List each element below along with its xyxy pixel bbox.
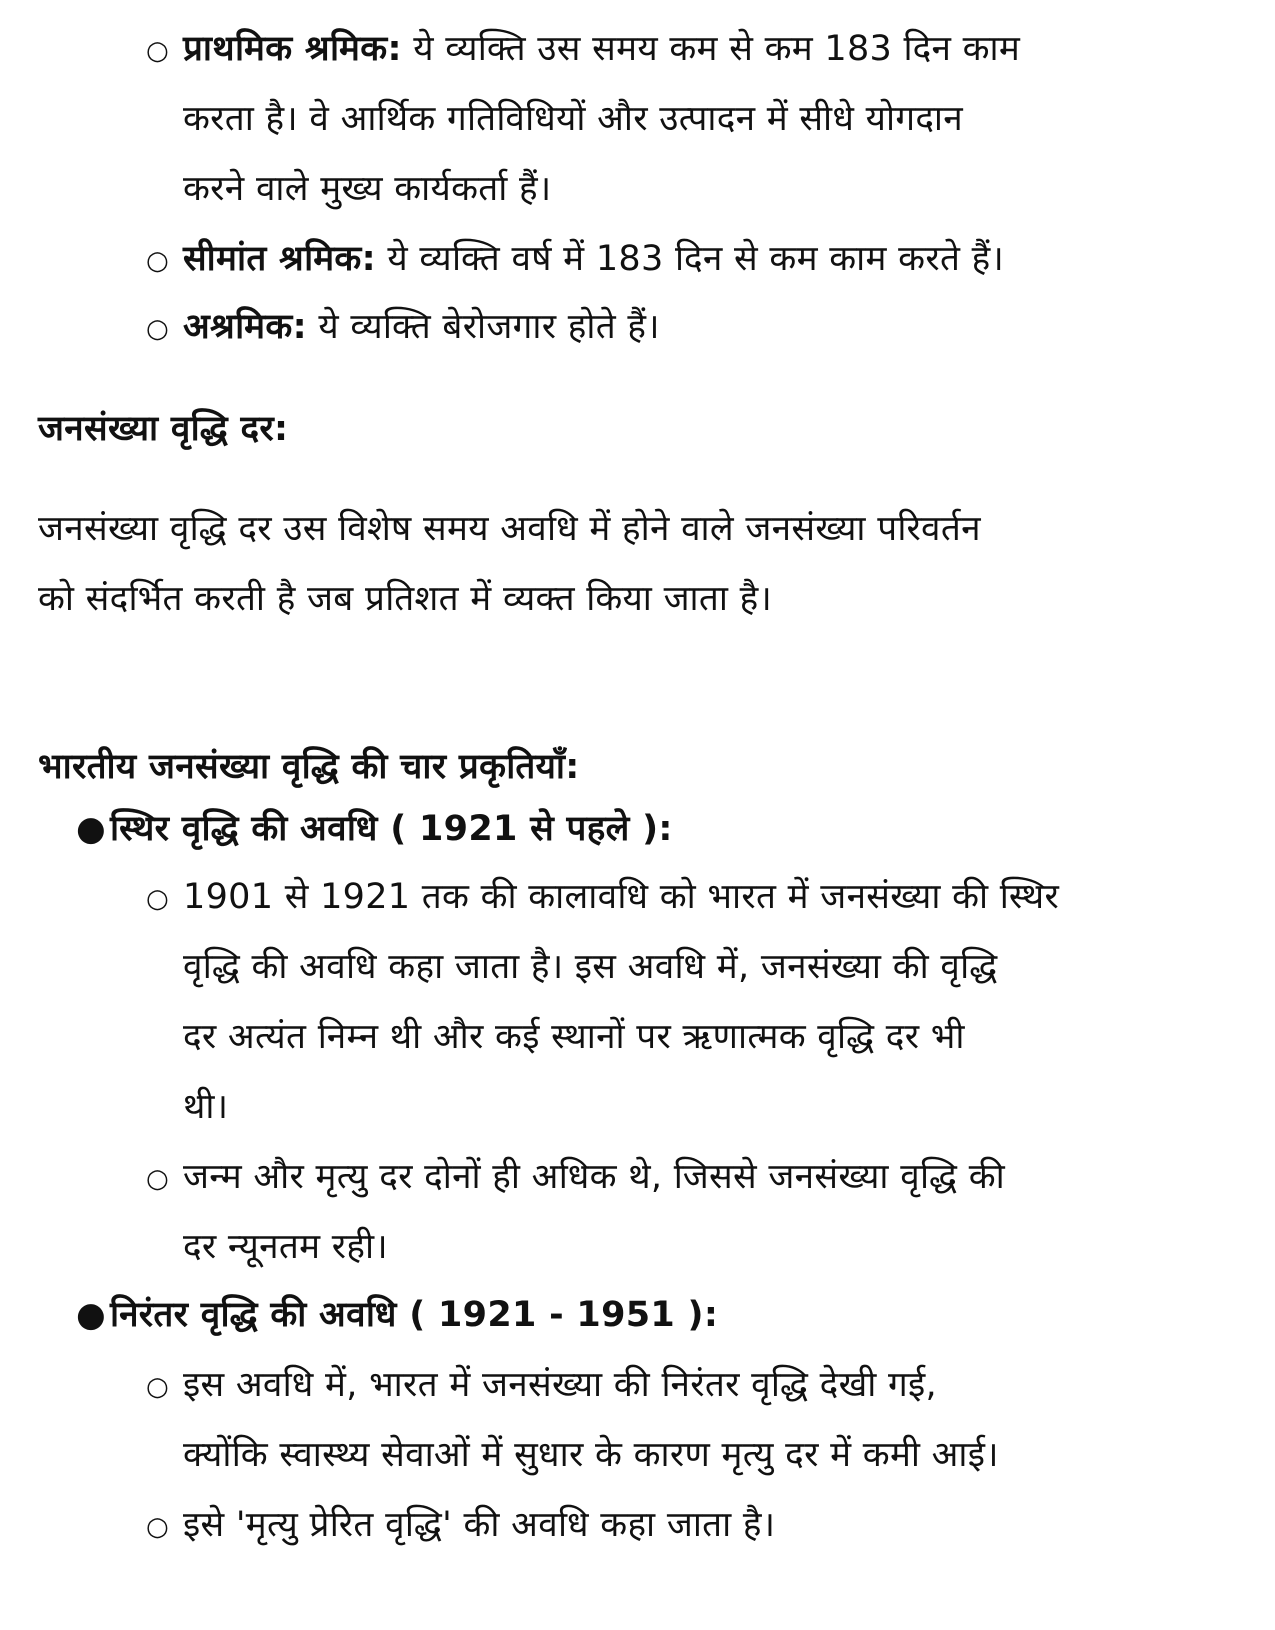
phase1-sub1-line3: दर अत्यंत निम्न थी और कई स्थानों पर ऋणात्मक वृद्धि दर भी (183, 1017, 965, 1057)
phase1-sub1-line1: 1901 से 1921 तक की कालावधि को भारत में जनसंख्या की स्थिर (183, 877, 1060, 917)
phase2-sub1-line2: क्योंकि स्वास्थ्य सेवाओं में सुधार के कारण मृत्यु दर में कमी आई। (183, 1435, 999, 1475)
non-worker-item (183, 304, 660, 350)
primary-worker-text-3: करने वाले मुख्य कार्यकर्ता हैं। (183, 169, 552, 209)
phase2-sub2-line1: इसे 'मृत्यु प्रेरित वृद्धि' की अवधि कहा जाता है। (183, 1505, 776, 1545)
sub-bullet-marker: ○ (146, 314, 169, 344)
sub-bullet-marker: ○ (146, 36, 169, 66)
primary-worker-term: प्राथमिक श्रमिक: (183, 29, 402, 69)
phase1-sub2-line2: दर न्यूनतम रही। (183, 1227, 388, 1267)
bullet-marker: ● (76, 809, 106, 849)
growth-rate-heading: जनसंख्या वृद्धि दर: (38, 409, 289, 449)
sub-bullet-marker: ○ (146, 884, 169, 914)
sub-bullet-marker: ○ (146, 1372, 169, 1402)
non-worker-term: अश्रमिक: (183, 307, 307, 347)
primary-worker-item (183, 26, 1020, 72)
marginal-worker-text: ये व्यक्ति वर्ष में 183 दिन से कम काम करते हैं। (375, 239, 1005, 279)
four-phases-heading: भारतीय जनसंख्या वृद्धि की चार प्रकृतियाँ: (38, 747, 580, 787)
primary-worker-text-2: करता है। वे आर्थिक गतिविधियों और उत्पादन में सीधे योगदान (183, 99, 964, 139)
growth-rate-paragraph-2: को संदर्भित करती है जब प्रतिशत में व्यक्त किया जाता है। (38, 579, 773, 619)
non-worker-text: ये व्यक्ति बेरोजगार होते हैं। (306, 307, 660, 347)
growth-rate-paragraph-1: जनसंख्या वृद्धि दर उस विशेष समय अवधि में होने वाले जनसंख्या परिवर्तन (38, 509, 981, 549)
bullet-marker: ● (76, 1295, 106, 1335)
phase2-title: निरंतर वृद्धि की अवधि ( 1921 - 1951 ): (110, 1295, 719, 1335)
phase1-sub1-line2: वृद्धि की अवधि कहा जाता है। इस अवधि में, जनसंख्या की वृद्धि (183, 947, 998, 987)
primary-worker-text-1: ये व्यक्ति उस समय कम से कम 183 दिन काम (401, 29, 1021, 69)
phase1-sub1-line4: थी। (183, 1087, 229, 1127)
sub-bullet-marker: ○ (146, 246, 169, 276)
phase1-title: स्थिर वृद्धि की अवधि ( 1921 से पहले ): (110, 809, 673, 849)
marginal-worker-term: सीमांत श्रमिक: (183, 239, 376, 279)
sub-bullet-marker: ○ (146, 1512, 169, 1542)
sub-bullet-marker: ○ (146, 1164, 169, 1194)
phase2-sub1-line1: इस अवधि में, भारत में जनसंख्या की निरंतर वृद्धि देखी गई, (183, 1365, 937, 1405)
phase1-sub2-line1: जन्म और मृत्यु दर दोनों ही अधिक थे, जिससे जनसंख्या वृद्धि की (183, 1157, 1005, 1197)
marginal-worker-item (183, 236, 1004, 282)
